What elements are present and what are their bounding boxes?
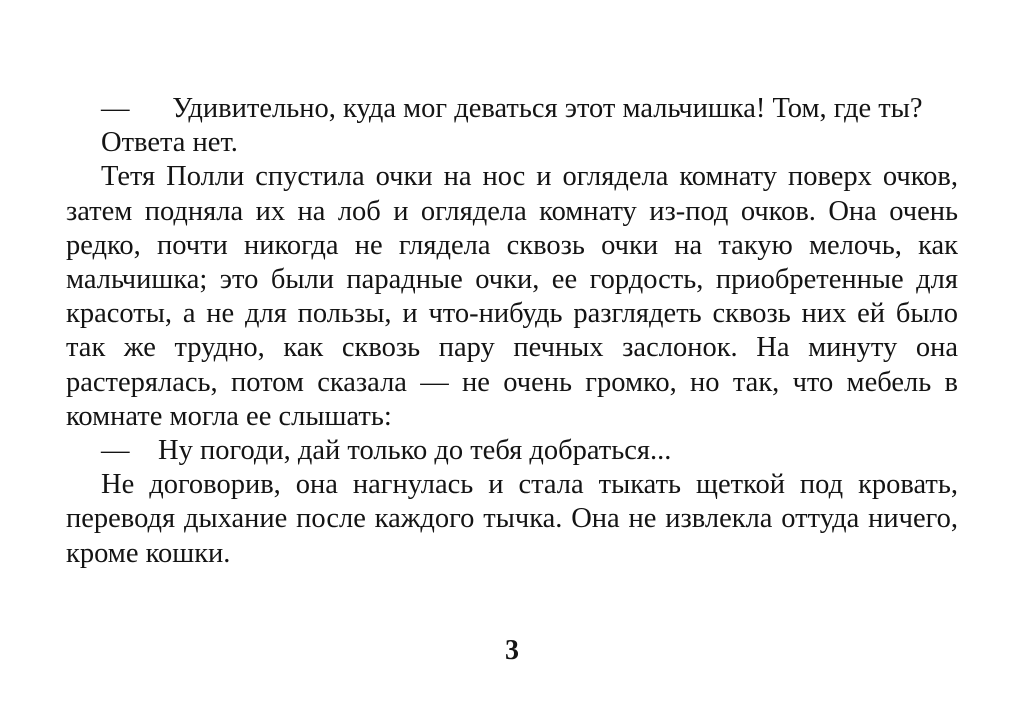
document-page-body — [66, 92, 958, 571]
paragraph-dialogue-just-wait: — Ну погоди, дай только до тебя добраться... — [101, 435, 672, 467]
paragraph-dialogue-where-are-you: — Удивительно, куда мог деваться этот мальчишка! Том, где ты? — [101, 93, 923, 124]
paragraph-broom-under-bed: Не договорив, она нагнулась и стала тыкать щеткой под кровать, переводя дыхание после каждого тычка. Она не извлекла оттуда ничего, кроме кошки. — [66, 469, 958, 569]
paragraph-no-answer: Ответа нет. — [101, 127, 238, 159]
paragraph-aunt-polly-glasses: Тетя Полли спустила очки на нос и оглядела комнату поверх очков, затем подняла их на лоб и оглядела комнату из-под очков. Она очень редко, почти никогда не глядела сквозь очки на такую мелочь, как мальчишка; это были парадные очки, ее гордость, приобретенные для красоты, а не для пользы, и что-нибудь разглядеть сквозь них ей было так же трудно, как сквозь пару печных заслонок. На минуту она растерялась, потом сказала — не очень громко, но так, что мебель в комнате могла ее слышать: — [66, 161, 958, 432]
page-number: 3 — [505, 635, 519, 666]
